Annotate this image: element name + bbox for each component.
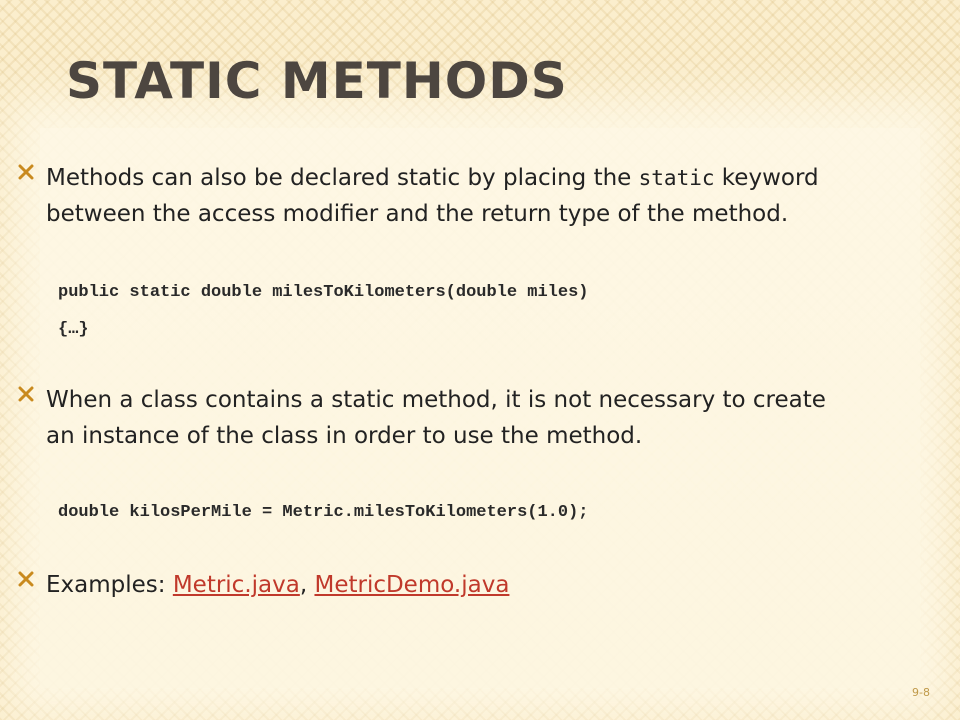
bullet-text: keyword between the access modifier and the return type of the method. — [46, 165, 819, 227]
slide-number: 9-8 — [912, 686, 930, 699]
cross-bullet-icon — [18, 571, 34, 587]
code-line: {…} — [58, 320, 89, 339]
code-line: public static double milesToKilometers(double miles) — [58, 283, 589, 302]
bullet-item-static-declaration — [18, 160, 838, 232]
examples-label: Examples: — [46, 572, 173, 598]
link-metric-java[interactable]: Metric.java — [172, 572, 300, 598]
code-line: double kilosPerMile = Metric.milesToKilometers(1.0); — [58, 503, 589, 522]
cross-bullet-icon — [18, 164, 34, 180]
link-metricdemo-java[interactable]: MetricDemo.java — [314, 572, 510, 598]
slide-title: STATIC METHODS — [66, 52, 568, 110]
bullet-item-no-instance — [18, 382, 838, 454]
bullet-text: When a class contains a static method, it is not necessary to create an instance of the class in order to use the method. — [46, 387, 826, 449]
link-separator: , — [299, 572, 315, 598]
bullet-item-examples — [18, 567, 838, 603]
cross-bullet-icon — [18, 386, 34, 402]
inline-code: static — [638, 166, 715, 190]
bullet-text: Methods can also be declared static by placing the — [46, 165, 639, 191]
